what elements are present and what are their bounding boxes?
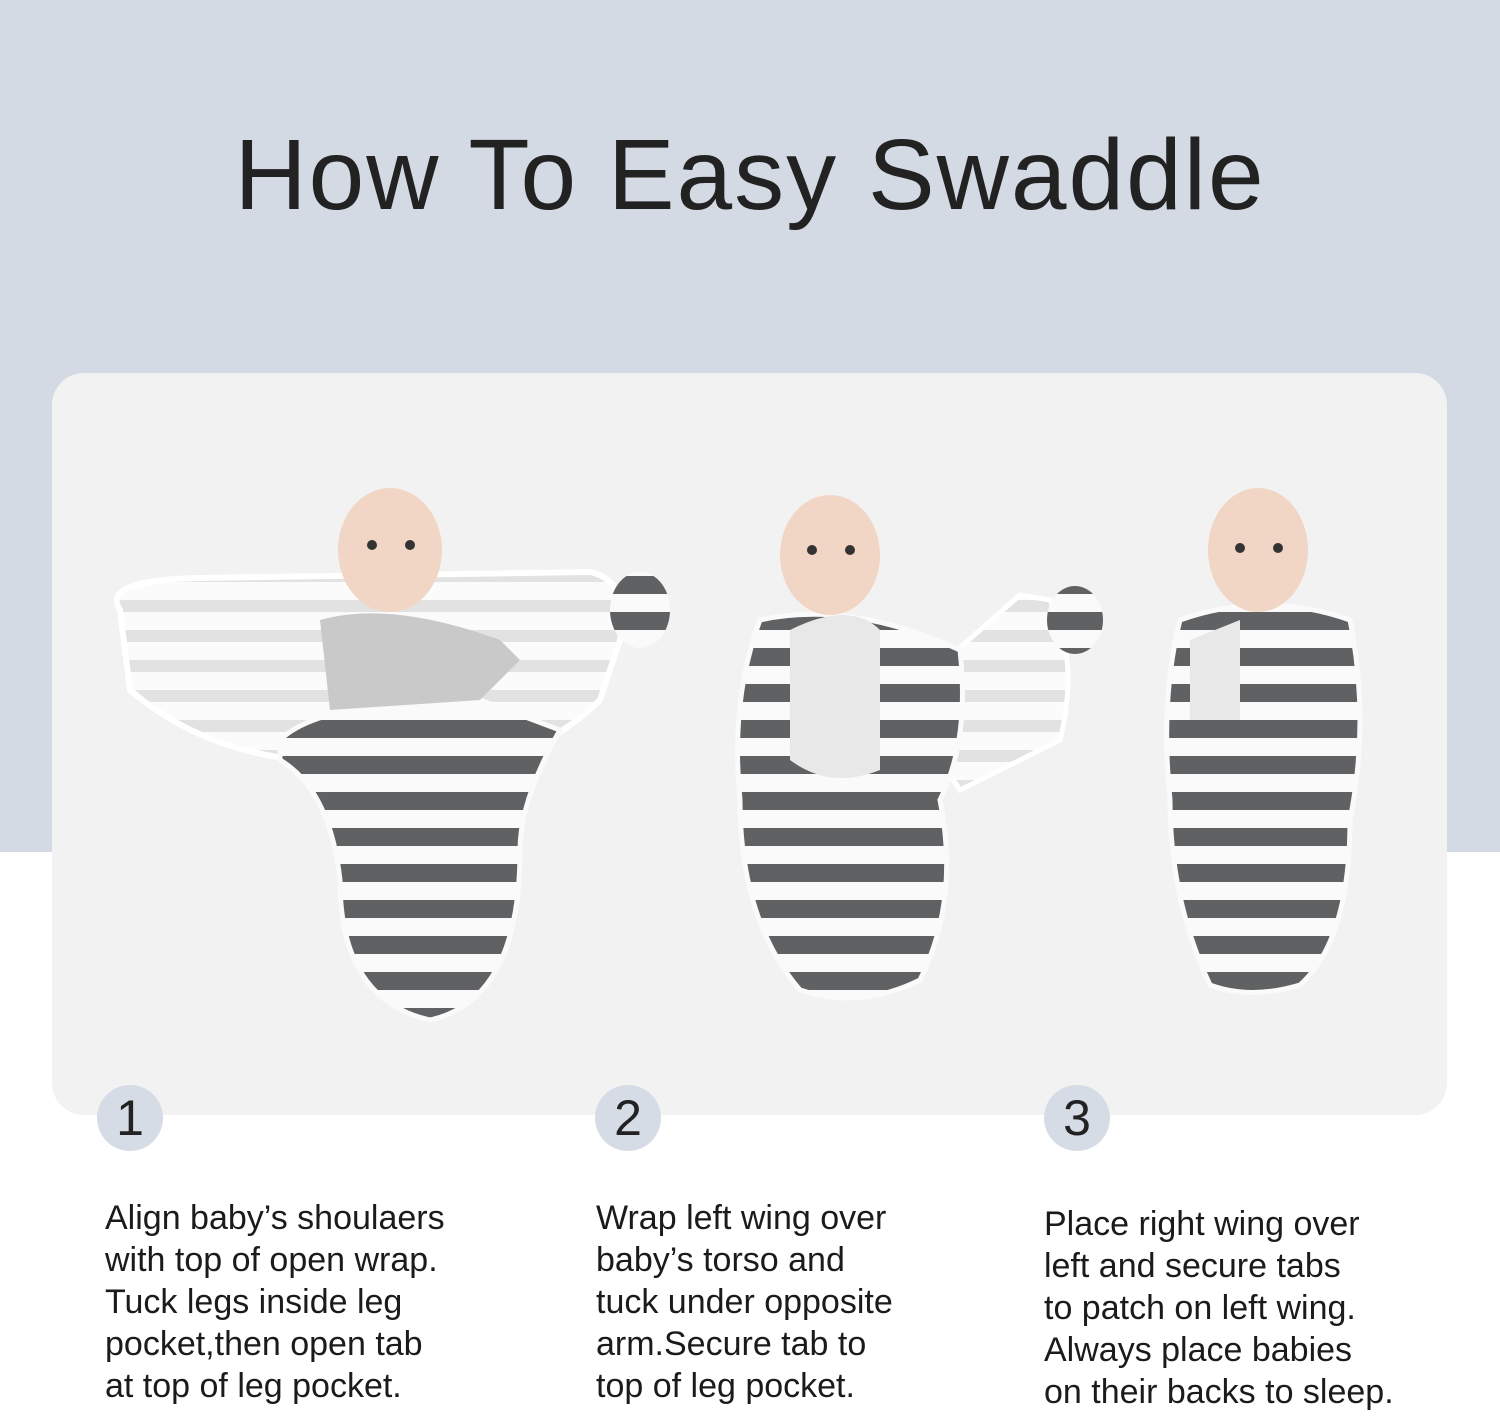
step-2-photo bbox=[738, 495, 1104, 998]
step-1-photo bbox=[117, 488, 670, 1020]
page-title: How To Easy Swaddle bbox=[234, 119, 1266, 231]
step-2-text: Wrap left wing over baby’s torso and tuck under opposite arm.Secure tab to top of leg pocket. bbox=[596, 1199, 893, 1405]
step-3-text: Place right wing over left and secure tabs to patch on left wing. Always place babies on their backs to sleep. bbox=[1044, 1205, 1394, 1411]
step-3-photo bbox=[1167, 488, 1360, 993]
step-1-badge: 1 bbox=[97, 1085, 163, 1151]
step-3-badge: 3 bbox=[1044, 1085, 1110, 1151]
step-2-badge: 2 bbox=[595, 1085, 661, 1151]
step-1-text: Align baby’s shoulaers with top of open wrap. Tuck legs inside leg pocket,then open tab at top of leg pocket. bbox=[105, 1199, 445, 1405]
